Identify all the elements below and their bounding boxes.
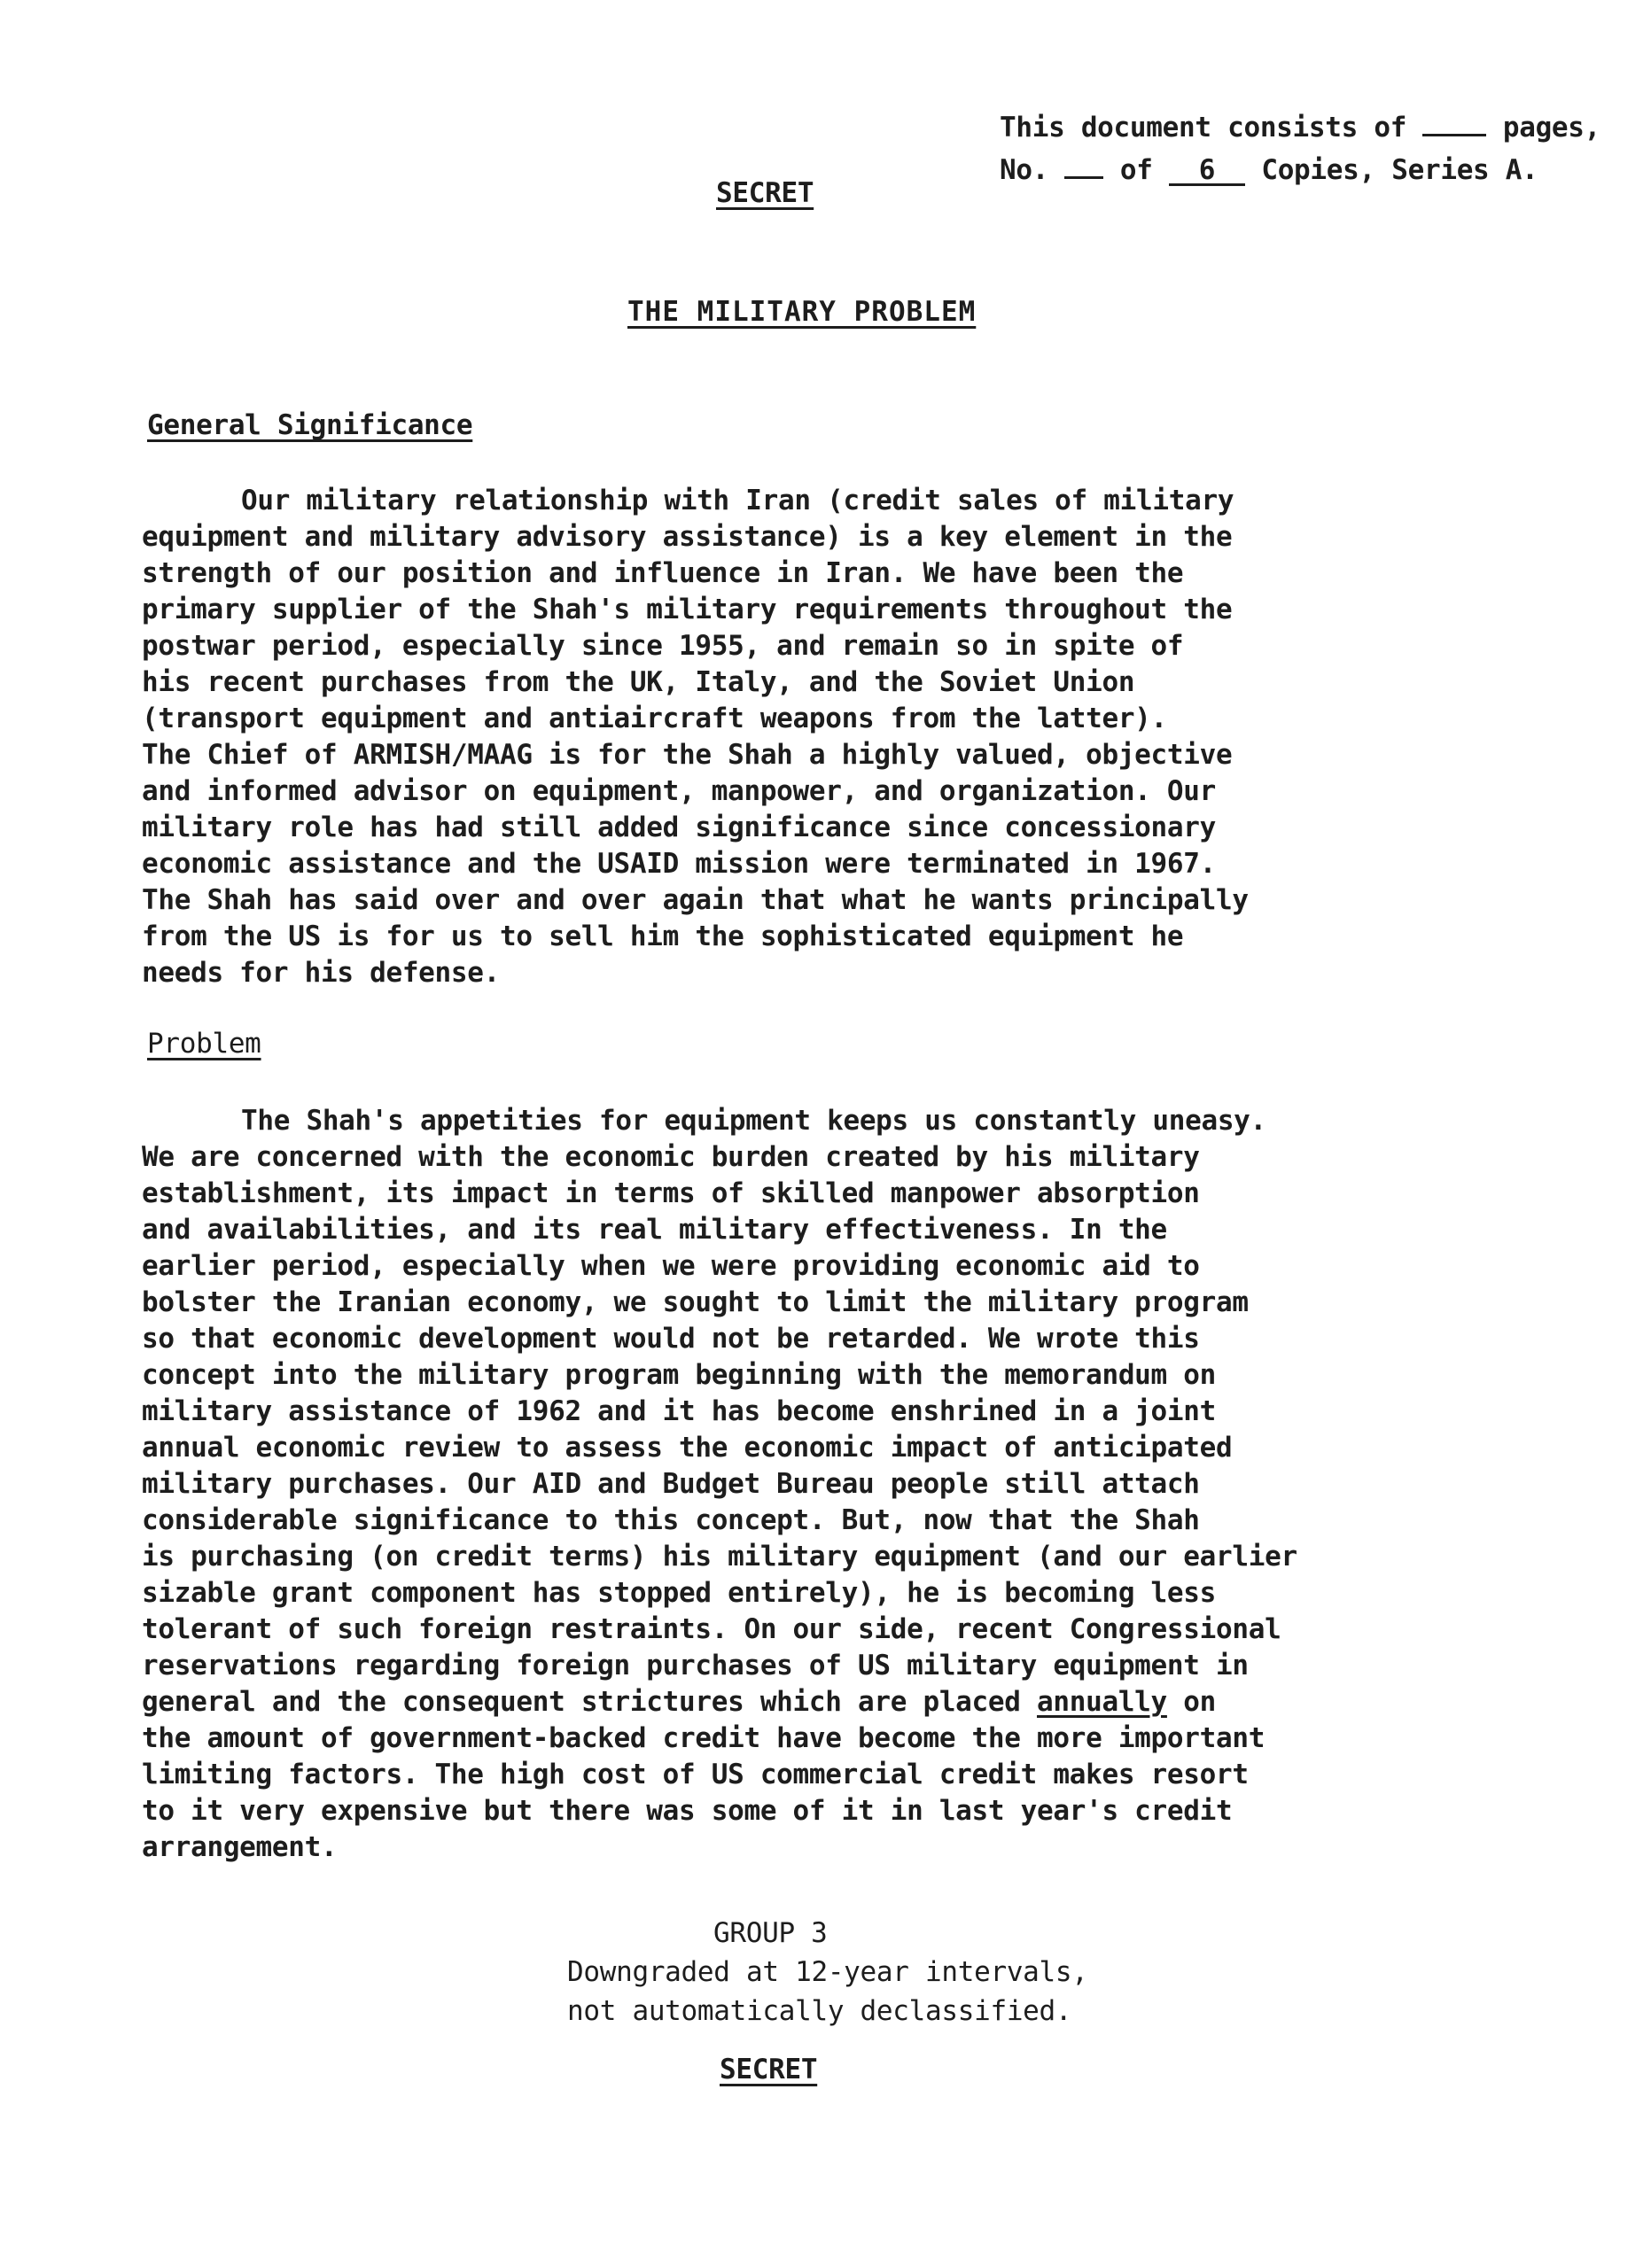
text-line: arrangement.: [142, 1831, 338, 1863]
control-notice-line-1: [1000, 106, 1600, 149]
text-line: his recent purchases from the UK, Italy, and the Soviet Union: [142, 666, 1135, 698]
classification-top: SECRET: [716, 177, 814, 209]
copies-series: Copies, Series A.: [1261, 154, 1538, 186]
pages-blank: [1422, 134, 1486, 136]
group-line-2: not automatically declassified.: [567, 1995, 1072, 2027]
control-notice: [1000, 106, 1600, 191]
text-line: sizable grant component has stopped entirely), he is becoming less: [142, 1577, 1216, 1609]
text-line: The Shah's appetities for equipment keeps us constantly uneasy.: [241, 1105, 1266, 1137]
text-line: The Shah has said over and over again that what he wants principally: [142, 884, 1249, 916]
text-line: establishment, its impact in terms of skilled manpower absorption: [142, 1177, 1200, 1209]
text-line: limiting factors. The high cost of US commercial credit makes resort: [142, 1759, 1249, 1790]
copy-no-label: No.: [1000, 154, 1049, 186]
control-prefix: This document consists of: [1000, 112, 1407, 144]
text-line: military purchases. Our AID and Budget Bureau people still attach: [142, 1468, 1200, 1500]
text-line: to it very expensive but there was some of it in last year's credit: [142, 1795, 1233, 1827]
paragraph-general-significance: [142, 483, 1418, 991]
text-line: equipment and military advisory assistance) is a key element in the: [142, 521, 1233, 553]
text-line: so that economic development would not be retarded. We wrote this: [142, 1323, 1200, 1355]
copy-number-blank: [1064, 176, 1103, 179]
underlined-word-annually: annually: [1037, 1686, 1167, 1718]
text-fragment: on: [1166, 1686, 1217, 1718]
text-line: tolerant of such foreign restraints. On our side, recent Congressional: [142, 1613, 1281, 1645]
group-marking: [567, 1914, 1170, 2031]
paragraph-problem: [142, 1103, 1418, 1866]
text-line: military assistance of 1962 and it has become enshrined in a joint: [142, 1395, 1216, 1427]
text-line: annual economic review to assess the economic impact of anticipated: [142, 1432, 1233, 1464]
text-line: reservations regarding foreign purchases of US military equipment in: [142, 1650, 1249, 1682]
text-line: concept into the military program beginning with the memorandum on: [142, 1359, 1216, 1391]
text-line: The Chief of ARMISH/MAAG is for the Shah a highly valued, objective: [142, 739, 1233, 771]
text-line: Our military relationship with Iran (credit sales of military: [241, 485, 1234, 517]
text-line: from the US is for us to sell him the sophisticated equipment he: [142, 920, 1184, 952]
copy-of-word: of: [1119, 154, 1153, 186]
text-fragment: general and the consequent strictures which are placed: [142, 1686, 1037, 1718]
group-line-1: Downgraded at 12-year intervals,: [567, 1956, 1088, 1988]
text-line: We are concerned with the economic burden created by his military: [142, 1141, 1200, 1173]
text-line: the amount of government-backed credit have become the more important: [142, 1722, 1266, 1754]
text-line: is purchasing (on credit terms) his military equipment (and our earlier: [142, 1541, 1297, 1573]
section-heading-problem: Problem: [147, 1028, 261, 1060]
control-notice-line-2: [1000, 149, 1600, 191]
text-line: needs for his defense.: [142, 957, 500, 989]
copies-total: 6: [1169, 157, 1245, 186]
text-line: primary supplier of the Shah's military requirements throughout the: [142, 594, 1233, 625]
classification-bottom: SECRET: [720, 2054, 818, 2085]
text-line: earlier period, especially when we were providing economic aid to: [142, 1250, 1200, 1282]
text-line: bolster the Iranian economy, we sought to limit the military program: [142, 1286, 1249, 1318]
text-line: military role has had still added significance since concessionary: [142, 812, 1216, 843]
text-line: and availabilities, and its real military effectiveness. In the: [142, 1214, 1167, 1246]
text-line: postwar period, especially since 1955, and remain so in spite of: [142, 630, 1184, 662]
text-line: and informed advisor on equipment, manpower, and organization. Our: [142, 775, 1216, 807]
text-line: (transport equipment and antiaircraft weapons from the latter).: [142, 703, 1167, 734]
section-heading-general-significance: General Significance: [147, 409, 473, 441]
text-line-with-underline: [142, 1684, 1418, 1720]
text-line: strength of our position and influence in Iran. We have been the: [142, 557, 1184, 589]
text-line: considerable significance to this concept. But, now that the Shah: [142, 1504, 1200, 1536]
document-title: THE MILITARY PROBLEM: [627, 296, 977, 328]
text-line: economic assistance and the USAID mission were terminated in 1967.: [142, 848, 1216, 880]
control-pages-suffix: pages,: [1502, 112, 1601, 144]
group-title: GROUP 3: [713, 1917, 828, 1949]
